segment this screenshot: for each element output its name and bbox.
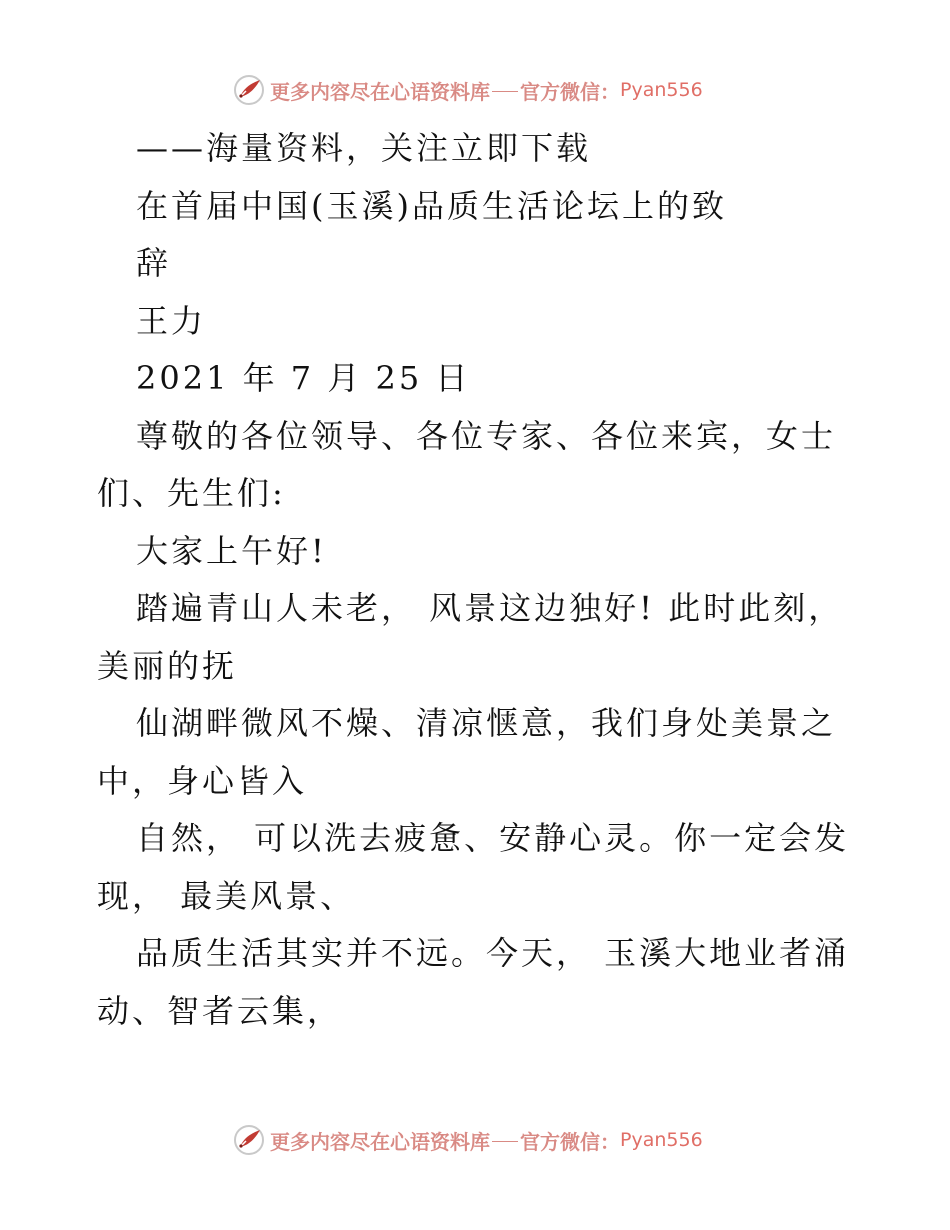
tagline: ——海量资料，关注立即下载 xyxy=(136,129,592,167)
doc-title-line-1: 在首届中国(玉溪)品质生活论坛上的致 xyxy=(136,186,727,225)
salutation: 尊敬的各位领导、各位专家、各位来宾，女士们、先生们: xyxy=(97,416,837,512)
footer-brand-text: 更多内容尽在心语资料库 xyxy=(270,1129,490,1154)
doc-title-line-2: 辞 xyxy=(136,244,172,282)
paragraph: 自然， 可以洗去疲惫、安静心灵。你一定会发现， 最美风景、 xyxy=(97,819,850,915)
footer-dash xyxy=(492,1141,518,1142)
header-dash xyxy=(492,91,518,92)
footer-banner xyxy=(232,1120,703,1160)
document-body xyxy=(97,120,857,1040)
paragraph: 品质生活其实并不远。今天， 玉溪大地业者涌动、智者云集， xyxy=(97,934,850,1030)
header-brand-text: 更多内容尽在心语资料库 xyxy=(270,79,490,104)
paragraph: 仙湖畔微风不燥、清凉惬意，我们身处美景之中，身心皆入 xyxy=(97,704,837,800)
header-wechat-id: Pyan556 xyxy=(620,79,703,101)
paragraph: 踏遍青山人未老， 风景这边独好! 此时此刻，美丽的抚 xyxy=(97,589,844,685)
header-banner xyxy=(232,70,703,110)
footer-wechat-id: Pyan556 xyxy=(620,1129,703,1151)
author: 王力 xyxy=(136,301,207,340)
pen-nib-logo-icon xyxy=(232,73,266,107)
date: 2021 年 7 月 25 日 xyxy=(136,359,471,397)
greeting: 大家上午好! xyxy=(136,531,327,570)
footer-wechat-label: 官方微信： xyxy=(520,1129,620,1154)
pen-nib-logo-icon xyxy=(232,1123,266,1157)
header-wechat-label: 官方微信： xyxy=(520,79,620,104)
